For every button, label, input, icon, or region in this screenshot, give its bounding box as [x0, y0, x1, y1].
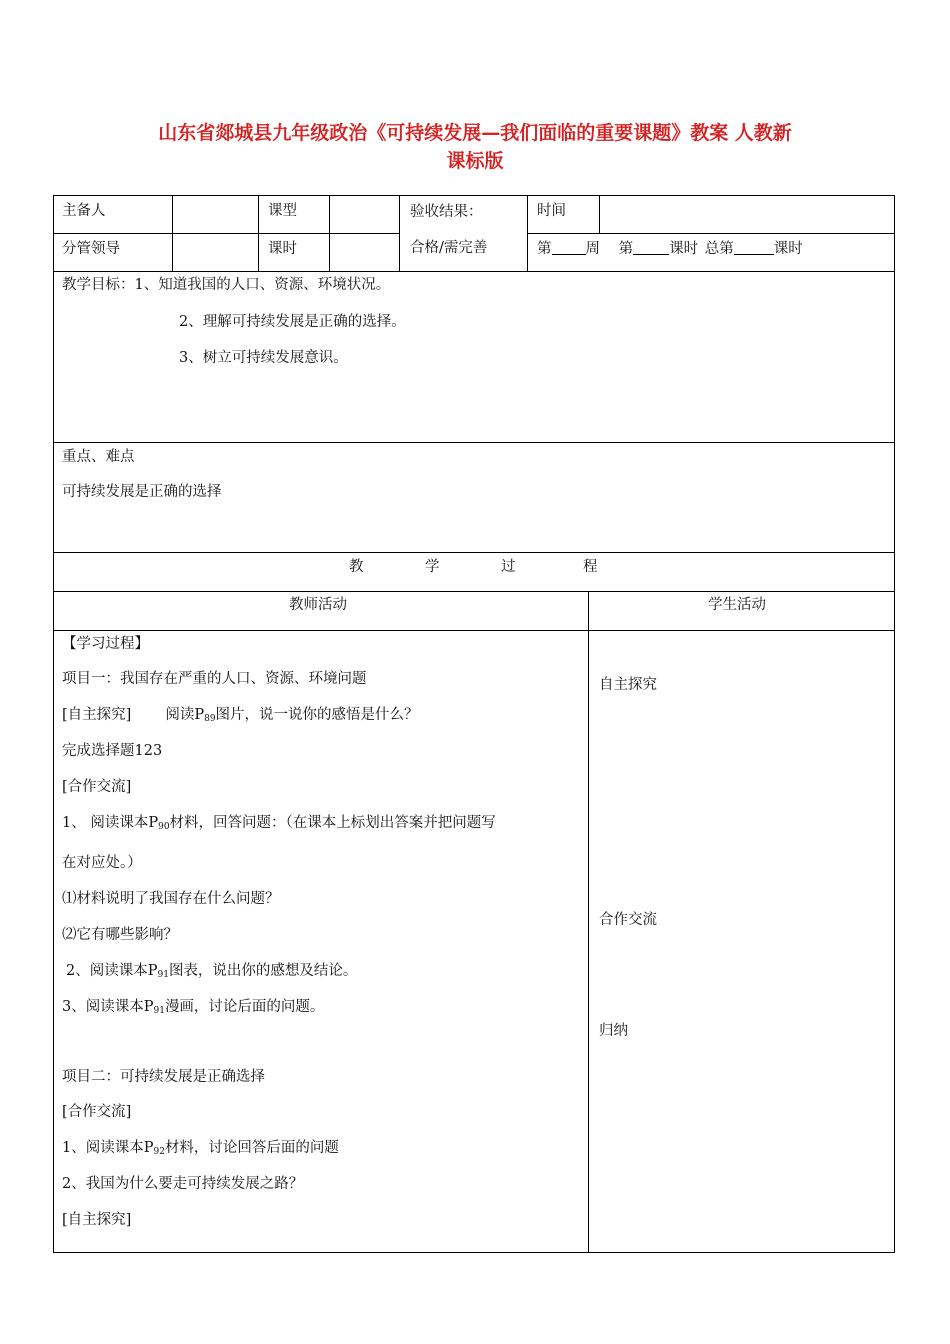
title-line-2: 课标版	[446, 150, 504, 172]
week-blank	[552, 240, 586, 255]
answer-instruction-text: 材料，回答问题：（在课本上标划出答案并把问题写	[169, 815, 496, 831]
why-sustainable-question: 2、我国为什么要走可持续发展之路？	[62, 1176, 304, 1192]
cooperate-tag-1: [合作交流]	[62, 779, 132, 795]
header-bottom-line	[53, 271, 895, 272]
material-question-cont: 在对应处。）	[62, 855, 142, 871]
time-label: 时间	[537, 203, 566, 219]
student-activity-header: 学生活动	[708, 597, 766, 613]
objective-3: 3、树立可持续发展意识。	[179, 350, 348, 366]
objective-1: 教学目标：1、知道我国的人口、资源、环境状况。	[62, 277, 391, 293]
comic-instruction-text: 漫画，讨论后面的问题。	[164, 999, 325, 1015]
schedule-zhou: 周	[585, 241, 600, 257]
picture-question-text: 图片，说一说你的感悟是什么？	[215, 707, 419, 723]
choice-questions-line: 完成选择题123	[62, 743, 163, 759]
title-line-1: 山东省郯城县九年级政治《可持续发展—我们面临的重要课题》教案 人教新	[158, 122, 792, 144]
page-91-subscript-2: 91	[153, 1006, 165, 1016]
process-heading-bottom-line	[53, 591, 895, 592]
keypoints-bottom-line	[53, 552, 895, 553]
learning-process-heading: 【学习过程】	[62, 636, 149, 652]
read-textbook-2-text: 2、阅读课本P	[66, 963, 158, 979]
process-heading-char-1: 教	[349, 559, 364, 575]
read-textbook-text: 1、 阅读课本P	[62, 815, 159, 831]
keypoints-content: 可持续发展是正确的选择	[62, 484, 222, 500]
schedule-zongdi: 总第	[704, 241, 734, 257]
comic-reading-line	[62, 997, 324, 1021]
activity-column-divider	[588, 591, 589, 1253]
material-discussion-line	[62, 1138, 339, 1162]
page-91-subscript-1: 91	[157, 970, 169, 980]
table-border-right	[894, 195, 895, 1253]
page-90-subscript: 90	[158, 822, 170, 832]
header-col-line-4	[399, 195, 400, 272]
self-explore-line	[62, 705, 419, 729]
header-row-divider-right	[527, 233, 895, 234]
header-col-line-3	[329, 195, 330, 272]
self-explore-tag-2: [自主探究]	[62, 1212, 132, 1228]
keypoints-label: 重点、难点	[62, 449, 135, 465]
student-cooperate: 合作交流	[599, 912, 657, 928]
document-title	[60, 119, 890, 175]
objectives-bottom-line	[53, 442, 895, 443]
header-col-line-6	[599, 195, 600, 234]
preparer-label: 主备人	[62, 203, 106, 219]
lesson-plan-table	[53, 195, 895, 1253]
process-heading-char-3: 过	[501, 559, 516, 575]
supervisor-label: 分管领导	[62, 241, 120, 257]
total-period-blank	[734, 240, 774, 255]
question-2: ⑵它有哪些影响？	[62, 927, 178, 943]
read-textbook-3-text: 3、阅读课本P	[62, 999, 154, 1015]
acceptance-label: 验收结果：	[410, 204, 483, 220]
read-textbook-4-text: 1、阅读课本P	[62, 1140, 154, 1156]
discussion-instruction-text: 材料，讨论回答后面的问题	[164, 1140, 339, 1156]
student-summarize: 归纳	[599, 1023, 628, 1039]
schedule-di: 第	[537, 241, 552, 257]
schedule-di2: 第	[618, 241, 634, 257]
header-col-line-2	[258, 195, 259, 272]
period-blank	[633, 240, 669, 255]
table-border-top	[53, 195, 895, 196]
process-heading-char-4: 程	[583, 559, 598, 575]
table-border-bottom	[53, 1252, 895, 1253]
project-1-title: 项目一：我国存在严重的人口、资源、环境问题	[62, 671, 367, 687]
page-92-subscript: 92	[153, 1147, 165, 1157]
teacher-activity-header: 教师活动	[289, 597, 347, 613]
cooperate-tag-2: [合作交流]	[62, 1104, 132, 1120]
table-border-left	[53, 195, 54, 1253]
page-89-subscript: 89	[204, 714, 216, 724]
chart-instruction-text: 图表，说出你的感想及结论。	[168, 963, 358, 979]
student-self-explore: 自主探究	[599, 677, 657, 693]
schedule-keshi2: 课时	[773, 241, 803, 257]
process-heading-char-2: 学	[425, 559, 440, 575]
read-page-text: 阅读P	[165, 707, 205, 723]
result-label: 合格/需完善	[410, 240, 488, 256]
objective-2: 2、理解可持续发展是正确的选择。	[179, 314, 406, 330]
project-2-title: 项目二：可持续发展是正确选择	[62, 1069, 265, 1085]
schedule-keshi: 课时	[669, 241, 699, 257]
schedule-line	[537, 239, 803, 259]
header-col-line-1	[172, 195, 173, 272]
header-row-divider-left	[53, 233, 399, 234]
lesson-type-label: 课型	[268, 203, 297, 219]
chart-reading-line	[66, 961, 357, 985]
period-label: 课时	[268, 241, 297, 257]
material-question-line	[62, 813, 496, 837]
question-1: ⑴材料说明了我国存在什么问题？	[62, 891, 280, 907]
column-header-bottom-line	[53, 630, 895, 631]
self-explore-tag: [自主探究]	[62, 707, 132, 723]
header-col-line-5	[527, 195, 528, 272]
